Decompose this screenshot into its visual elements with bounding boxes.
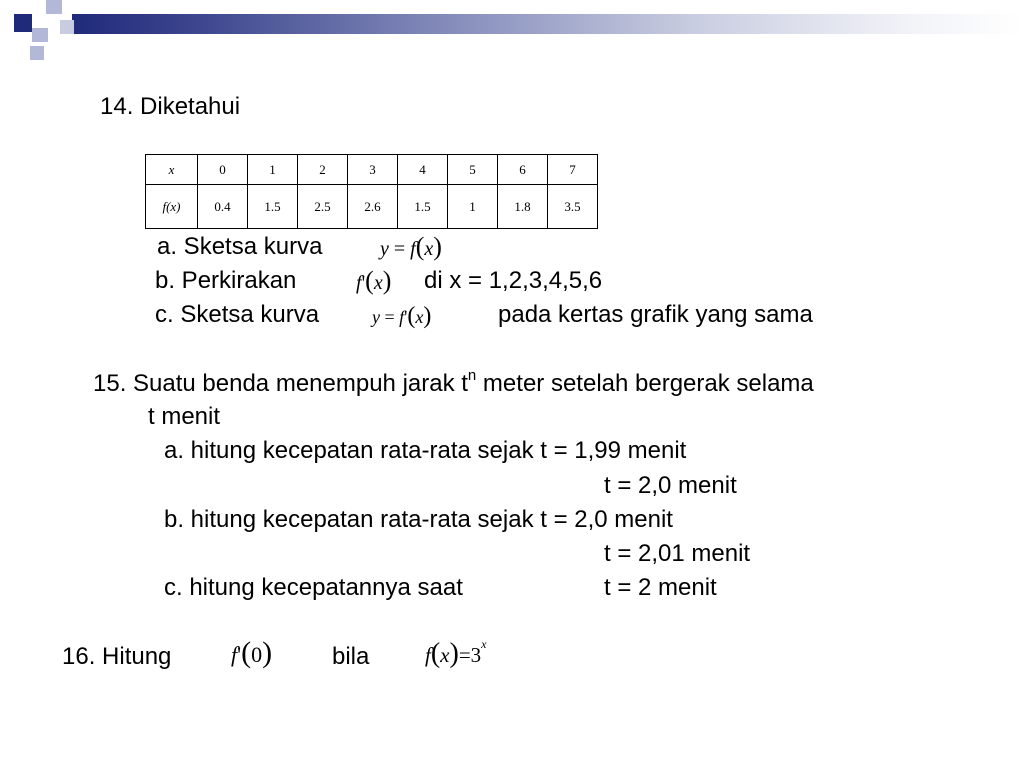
math-symbol: ( xyxy=(365,266,374,295)
superscript-n: n xyxy=(467,367,477,384)
math-symbol: f xyxy=(410,238,416,260)
header-square-light xyxy=(46,0,62,14)
problem-16-label: 16. Hitung xyxy=(62,643,172,670)
table-cell: 1 xyxy=(248,155,298,185)
table-cell: 2 xyxy=(298,155,348,185)
math-symbol: = xyxy=(393,238,406,260)
math-symbol: ) xyxy=(382,266,392,295)
math-symbol: ) xyxy=(262,636,273,669)
problem-15-item-a: a. hitung kecepatan rata-rata sejak t = 1,99 menit xyxy=(164,437,687,464)
math-symbol: y xyxy=(372,307,380,327)
table-cell: 7 xyxy=(548,155,598,185)
table-cell: 0.4 xyxy=(198,185,248,229)
math-symbol: = xyxy=(458,643,471,667)
table-cell: 3 xyxy=(348,155,398,185)
table-cell: 1.5 xyxy=(398,185,448,229)
math-symbol: ' xyxy=(361,272,366,294)
table-cell: 4 xyxy=(398,155,448,185)
equation-f-prime-zero xyxy=(231,638,272,670)
math-symbol: f xyxy=(231,642,238,667)
header-square-light xyxy=(30,46,44,60)
table-cell: 3.5 xyxy=(548,185,598,229)
math-symbol: y xyxy=(380,238,389,260)
equation-y-equals-f-prime-x xyxy=(372,303,431,330)
table-cell: 2.5 xyxy=(298,185,348,229)
problem-14-item-c-tail: pada kertas grafik yang sama xyxy=(498,301,813,328)
problem-14-item-b: b. Perkirakan xyxy=(155,267,297,294)
problem-15-item-b: b. hitung kecepatan rata-rata sejak t = 2,0 menit xyxy=(164,506,673,533)
data-table xyxy=(145,154,598,229)
math-symbol: f xyxy=(399,307,405,327)
table-cell: 1 xyxy=(448,185,498,229)
table-header-fx: f(x) xyxy=(146,185,198,229)
table-header-x: x xyxy=(146,155,198,185)
header-square-light xyxy=(60,20,74,34)
problem-15-item-a-second-time: t = 2,0 menit xyxy=(604,472,737,499)
superscript-x: x xyxy=(481,637,487,651)
problem-15-line1 xyxy=(93,367,814,398)
table-row-x xyxy=(146,155,598,185)
header-square-dark xyxy=(14,14,32,32)
math-symbol: ' xyxy=(237,642,242,667)
problem-15-item-c-time: t = 2 menit xyxy=(604,574,717,601)
problem-14-item-a: a. Sketsa kurva xyxy=(157,233,323,260)
equation-f-x-equals-3-pow-x xyxy=(425,637,487,669)
table-cell: 2.6 xyxy=(348,185,398,229)
table-cell: 0 xyxy=(198,155,248,185)
problem-16-bila: bila xyxy=(332,643,370,670)
math-symbol: ) xyxy=(423,303,432,329)
table-cell: 1.5 xyxy=(248,185,298,229)
math-symbol: ( xyxy=(415,232,425,261)
header-square-light xyxy=(32,28,48,42)
equation-y-equals-fx xyxy=(380,233,442,263)
header-gradient-bar xyxy=(72,14,1024,34)
math-symbol: f xyxy=(425,643,431,667)
math-symbol: x xyxy=(440,643,450,667)
problem-15-item-b-second-time: t = 2,01 menit xyxy=(604,540,751,567)
table-cell: 6 xyxy=(498,155,548,185)
table-cell: 1.8 xyxy=(498,185,548,229)
math-symbol: x xyxy=(373,272,383,294)
math-symbol: ) xyxy=(433,232,442,261)
math-symbol: x xyxy=(424,238,434,260)
problem-14-item-b-tail: di x = 1,2,3,4,5,6 xyxy=(424,267,603,294)
table-cell: 5 xyxy=(448,155,498,185)
math-symbol: = xyxy=(384,307,395,327)
math-symbol: ( xyxy=(407,303,416,329)
math-symbol: x xyxy=(415,307,424,327)
table-row-fx xyxy=(146,185,598,229)
math-symbol: 0 xyxy=(251,642,263,667)
math-symbol: ' xyxy=(404,307,408,327)
problem-14-heading: 14. Diketahui xyxy=(100,93,241,120)
problem-15-line2: t menit xyxy=(148,403,221,430)
problem-14-item-c: c. Sketsa kurva xyxy=(155,301,320,328)
math-symbol: ( xyxy=(241,636,252,669)
problem-15-item-c: c. hitung kecepatannya saat xyxy=(164,574,463,601)
math-symbol: f xyxy=(356,272,362,294)
problem-15-text: 15. Suatu benda menempuh jarak t xyxy=(93,370,468,397)
math-symbol: ( xyxy=(430,638,441,669)
problem-15-text-tail: meter setelah bergerak selama xyxy=(476,370,814,397)
equation-f-prime-x xyxy=(356,267,391,297)
math-symbol: 3 xyxy=(470,643,482,667)
math-symbol: ) xyxy=(449,638,459,669)
